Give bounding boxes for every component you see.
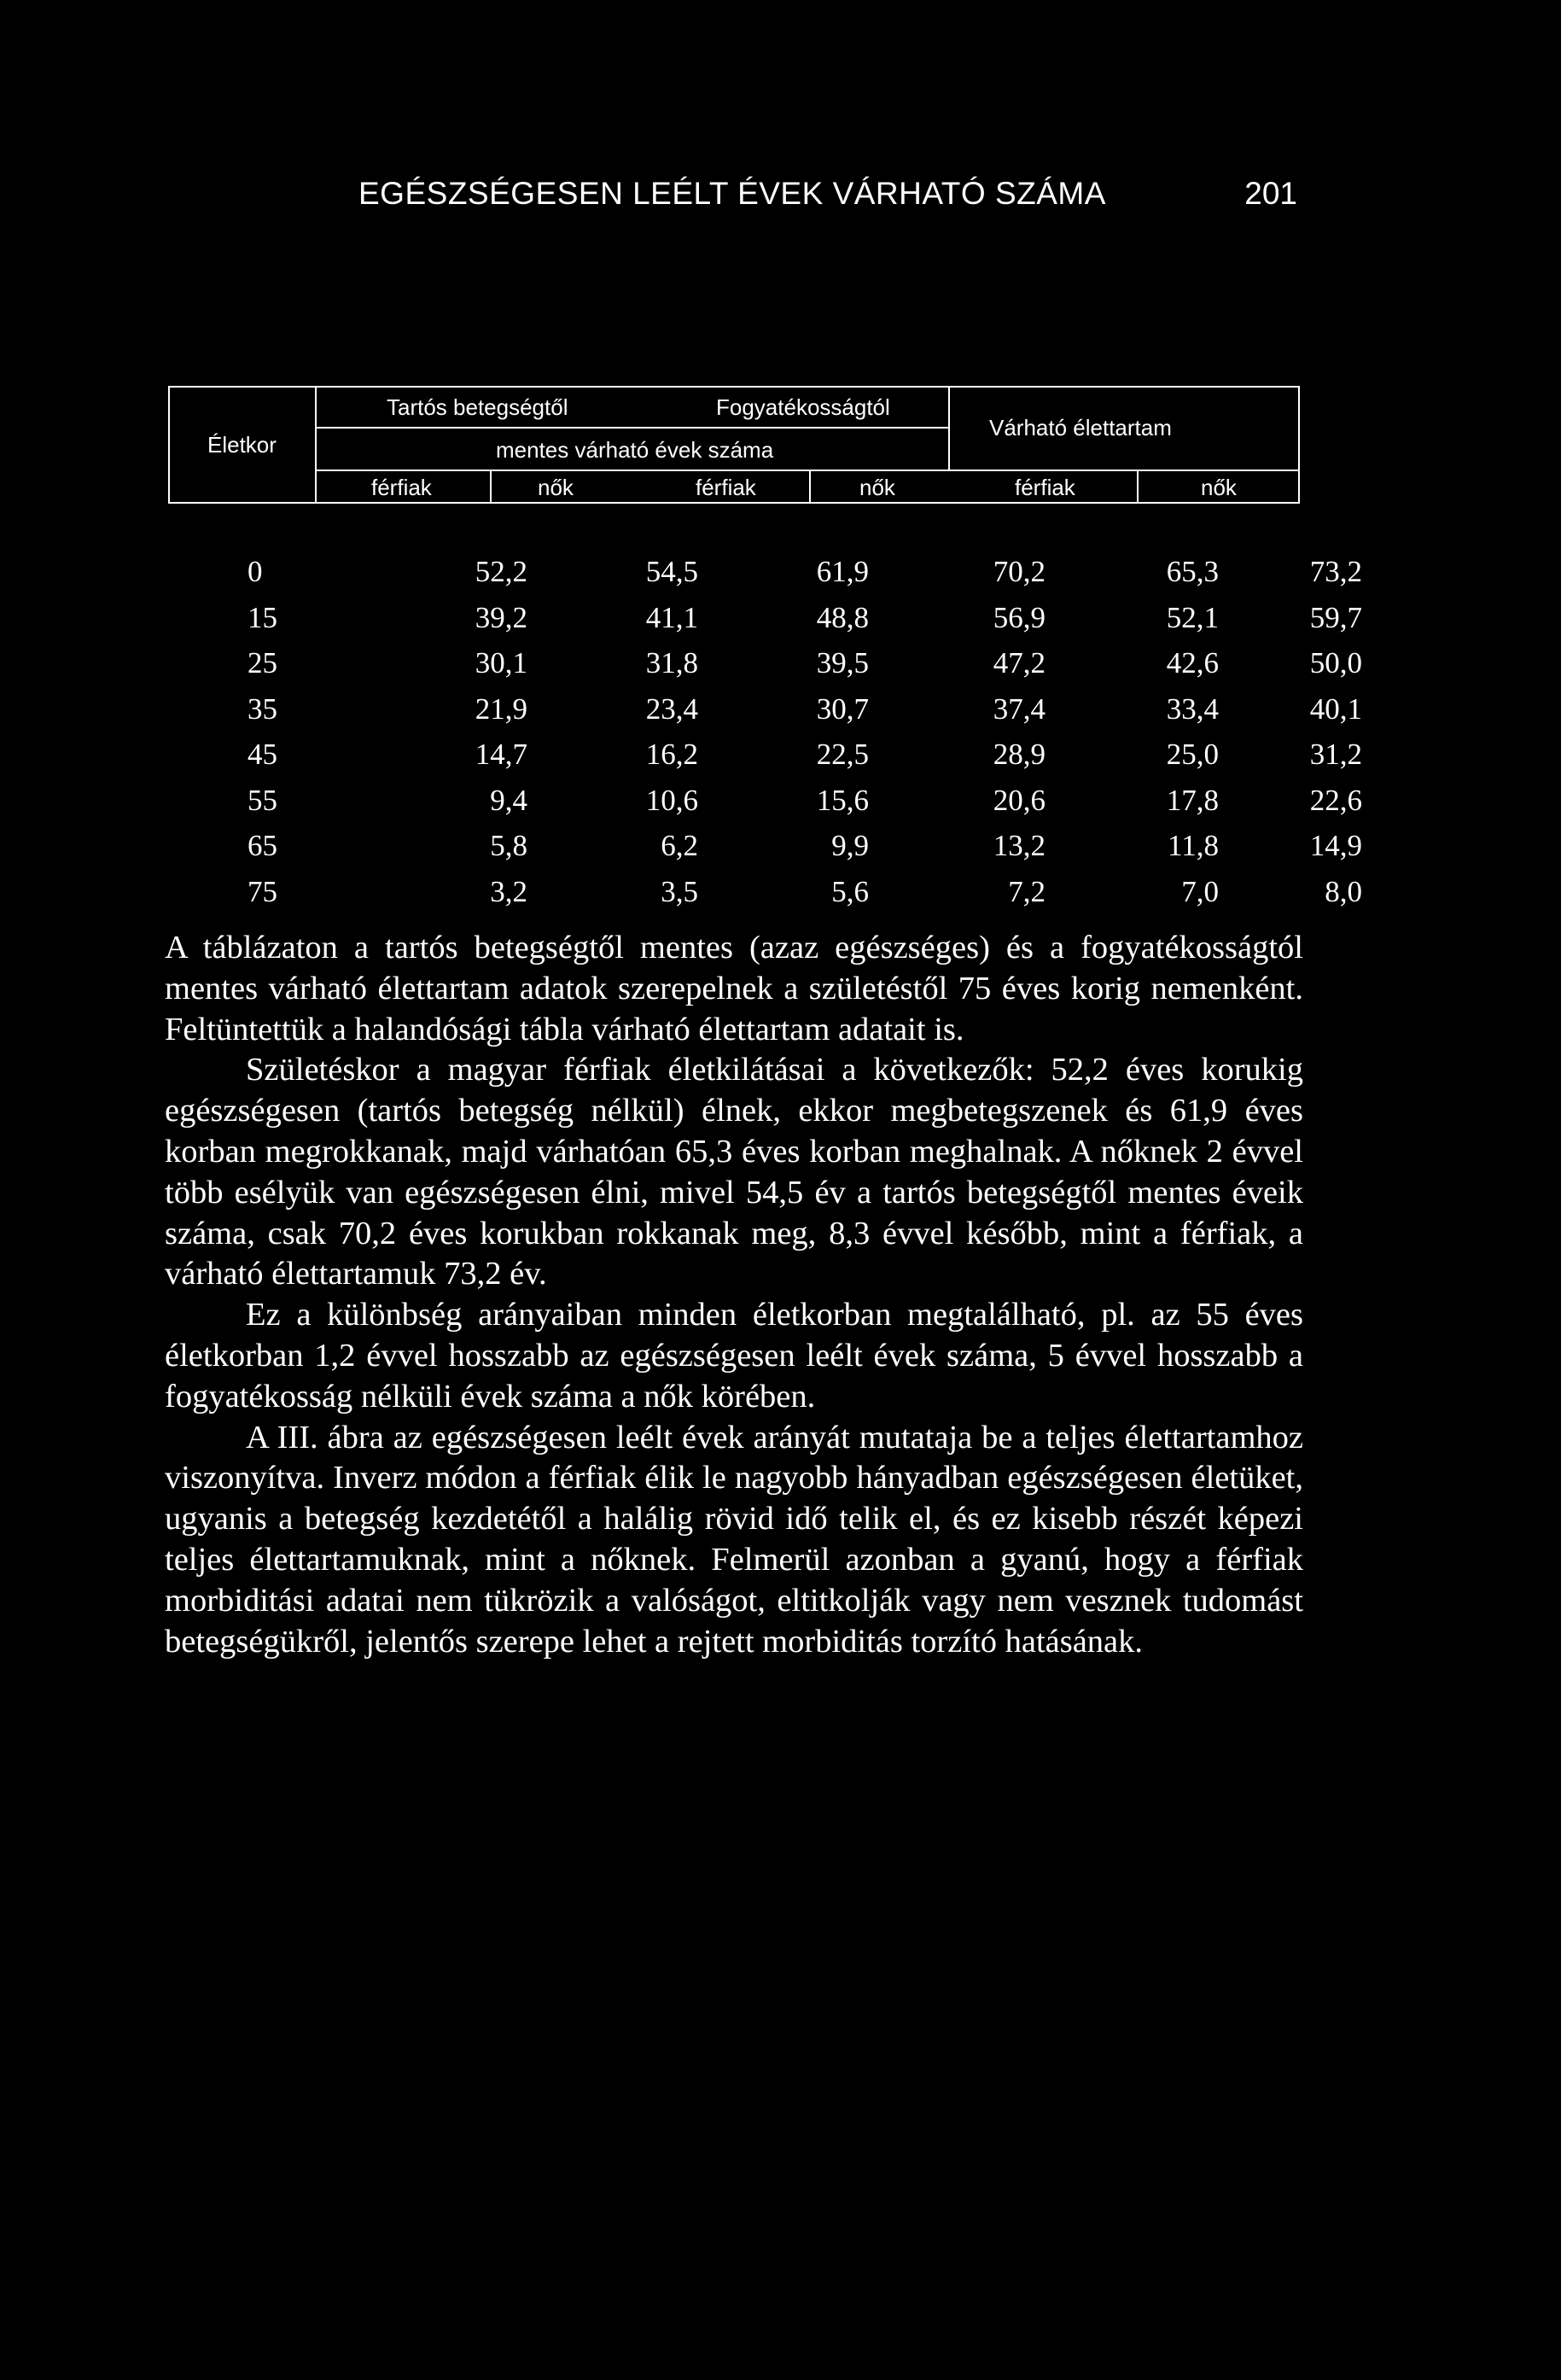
value-cell: 28,9	[993, 738, 1046, 771]
value-cell: 42,6	[1166, 646, 1219, 680]
age-cell: 45	[248, 738, 277, 771]
value-cell: 31,8	[645, 646, 698, 680]
sub-women-1: nők	[538, 475, 574, 500]
sub-women-3: nők	[1201, 475, 1237, 500]
table-header	[168, 386, 1300, 504]
age-cell: 0	[248, 555, 263, 588]
value-cell: 5,6	[831, 874, 869, 908]
value-cell: 61,9	[816, 555, 869, 588]
paragraph: Ez a különbség arányaiban minden életkorban megtalálható, pl. az 55 éves életkorban 1,2 évvel hosszabb az egészségesen leélt évek száma, 5 évvel hosszabb a fogyatékosság nélküli évek száma a nők körében.	[165, 1297, 1303, 1415]
header-age: Életkor	[207, 432, 277, 458]
value-cell: 25,0	[1166, 738, 1219, 771]
value-cell: 48,8	[816, 600, 869, 634]
value-cell: 20,6	[993, 783, 1046, 817]
value-cell: 13,2	[993, 829, 1046, 862]
value-cell: 59,7	[1309, 600, 1362, 634]
table-body	[205, 555, 1362, 920]
sub-men-2: férfiak	[696, 475, 756, 500]
sub-women-2: nők	[859, 475, 895, 500]
sub-men-3: férfiak	[1015, 475, 1075, 500]
header-chronic-disease: Tartós betegségtől	[387, 394, 568, 420]
value-cell: 39,5	[816, 646, 869, 680]
value-cell: 14,9	[1309, 829, 1362, 862]
value-cell: 50,0	[1309, 646, 1362, 680]
paragraph: A III. ábra az egészségesen leélt évek arányát mutataja be a teljes élettartamhoz viszonyítva. Inverz módon a férfiak élik le nagyobb hányadban egészségesen életüket, ugyanis a betegség kezdetétől a halálig rövid idő telik el, és ez kisebb részét képezi teljes élettartamuknak, mint a nőknek. Felmerül azonban a gyanú, hogy a férfiak morbiditási adatai nem tükrözik a valóságot, eltitkolják vagy nem vesznek tudomást betegségükről, jelentős szerepe lehet a rejtett morbiditás torzító hatásának.	[165, 1419, 1303, 1660]
value-cell: 15,6	[816, 783, 869, 817]
value-cell: 31,2	[1309, 738, 1362, 771]
value-cell: 3,2	[490, 874, 527, 908]
value-cell: 7,0	[1181, 874, 1219, 908]
value-cell: 22,5	[816, 738, 869, 771]
value-cell: 21,9	[475, 691, 527, 726]
table-row	[205, 691, 1362, 738]
sub-men-1: férfiak	[371, 475, 432, 500]
body-text	[165, 928, 1303, 1662]
running-title: EGÉSZSÉGESEN LEÉLT ÉVEK VÁRHATÓ SZÁMA	[358, 176, 1106, 211]
value-cell: 40,1	[1309, 691, 1362, 726]
value-cell: 9,4	[490, 783, 527, 817]
age-cell: 65	[248, 829, 277, 862]
header-free-years: mentes várható évek száma	[496, 437, 774, 463]
value-cell: 23,4	[645, 691, 698, 726]
header-life-expectancy: Várható élettartam	[989, 415, 1172, 440]
age-cell: 75	[248, 874, 277, 908]
value-cell: 9,9	[831, 829, 869, 862]
value-cell: 41,1	[645, 600, 698, 634]
value-cell: 52,2	[475, 555, 527, 588]
age-cell: 35	[248, 691, 277, 726]
table-row	[205, 646, 1362, 692]
table-row	[205, 829, 1362, 875]
value-cell: 54,5	[645, 555, 698, 588]
age-cell: 55	[248, 783, 277, 817]
value-cell: 10,6	[645, 783, 698, 817]
value-cell: 11,8	[1168, 829, 1219, 862]
age-cell: 15	[248, 600, 277, 634]
table-row	[205, 600, 1362, 647]
value-cell: 14,7	[475, 738, 527, 771]
paragraph: A táblázaton a tartós betegségtől mentes (azaz egészséges) és a fogyatékosságtól mentes várható élettartam adatok szerepelnek a születéstől 75 éves korig nemenként. Feltüntettük a halandósági tábla várható élettartam adatait is.	[165, 930, 1303, 1047]
value-cell: 3,5	[661, 874, 698, 908]
table-row	[205, 738, 1362, 784]
value-cell: 8,0	[1325, 874, 1362, 908]
value-cell: 30,7	[816, 691, 869, 726]
paragraph: Születéskor a magyar férfiak életkilátásai a következők: 52,2 éves korukig egészségesen (tartós betegség nélkül) élnek, ekkor megbetegszenek és 61,9 éves korban megrokkanak, majd várhatóan 65,3 éves korban meghalnak. A nőknek 2 évvel több esélyük van egészségesen élni, mivel 54,5 év a tartós betegségtől mentes éveik száma, csak 70,2 éves korukban rokkanak meg, 8,3 évvel később, mint a férfiak, a várható élettartamuk 73,2 év.	[165, 1052, 1303, 1292]
page-header	[358, 176, 1297, 227]
table-row	[205, 555, 1362, 601]
value-cell: 65,3	[1166, 555, 1219, 588]
value-cell: 6,2	[661, 829, 698, 862]
value-cell: 7,2	[1008, 874, 1046, 908]
value-cell: 33,4	[1166, 691, 1219, 726]
value-cell: 30,1	[475, 646, 527, 680]
value-cell: 17,8	[1166, 783, 1219, 817]
value-cell: 16,2	[645, 738, 698, 771]
value-cell: 5,8	[490, 829, 527, 862]
table-row	[205, 783, 1362, 830]
age-cell: 25	[248, 646, 277, 680]
value-cell: 73,2	[1309, 555, 1362, 588]
value-cell: 56,9	[993, 600, 1046, 634]
table-row	[205, 874, 1362, 921]
value-cell: 52,1	[1166, 600, 1219, 634]
header-disability: Fogyatékosságtól	[716, 394, 890, 420]
value-cell: 37,4	[993, 691, 1046, 726]
value-cell: 39,2	[475, 600, 527, 634]
value-cell: 47,2	[993, 646, 1046, 680]
value-cell: 70,2	[993, 555, 1046, 588]
value-cell: 22,6	[1309, 783, 1362, 817]
page-number: 201	[1244, 176, 1297, 211]
